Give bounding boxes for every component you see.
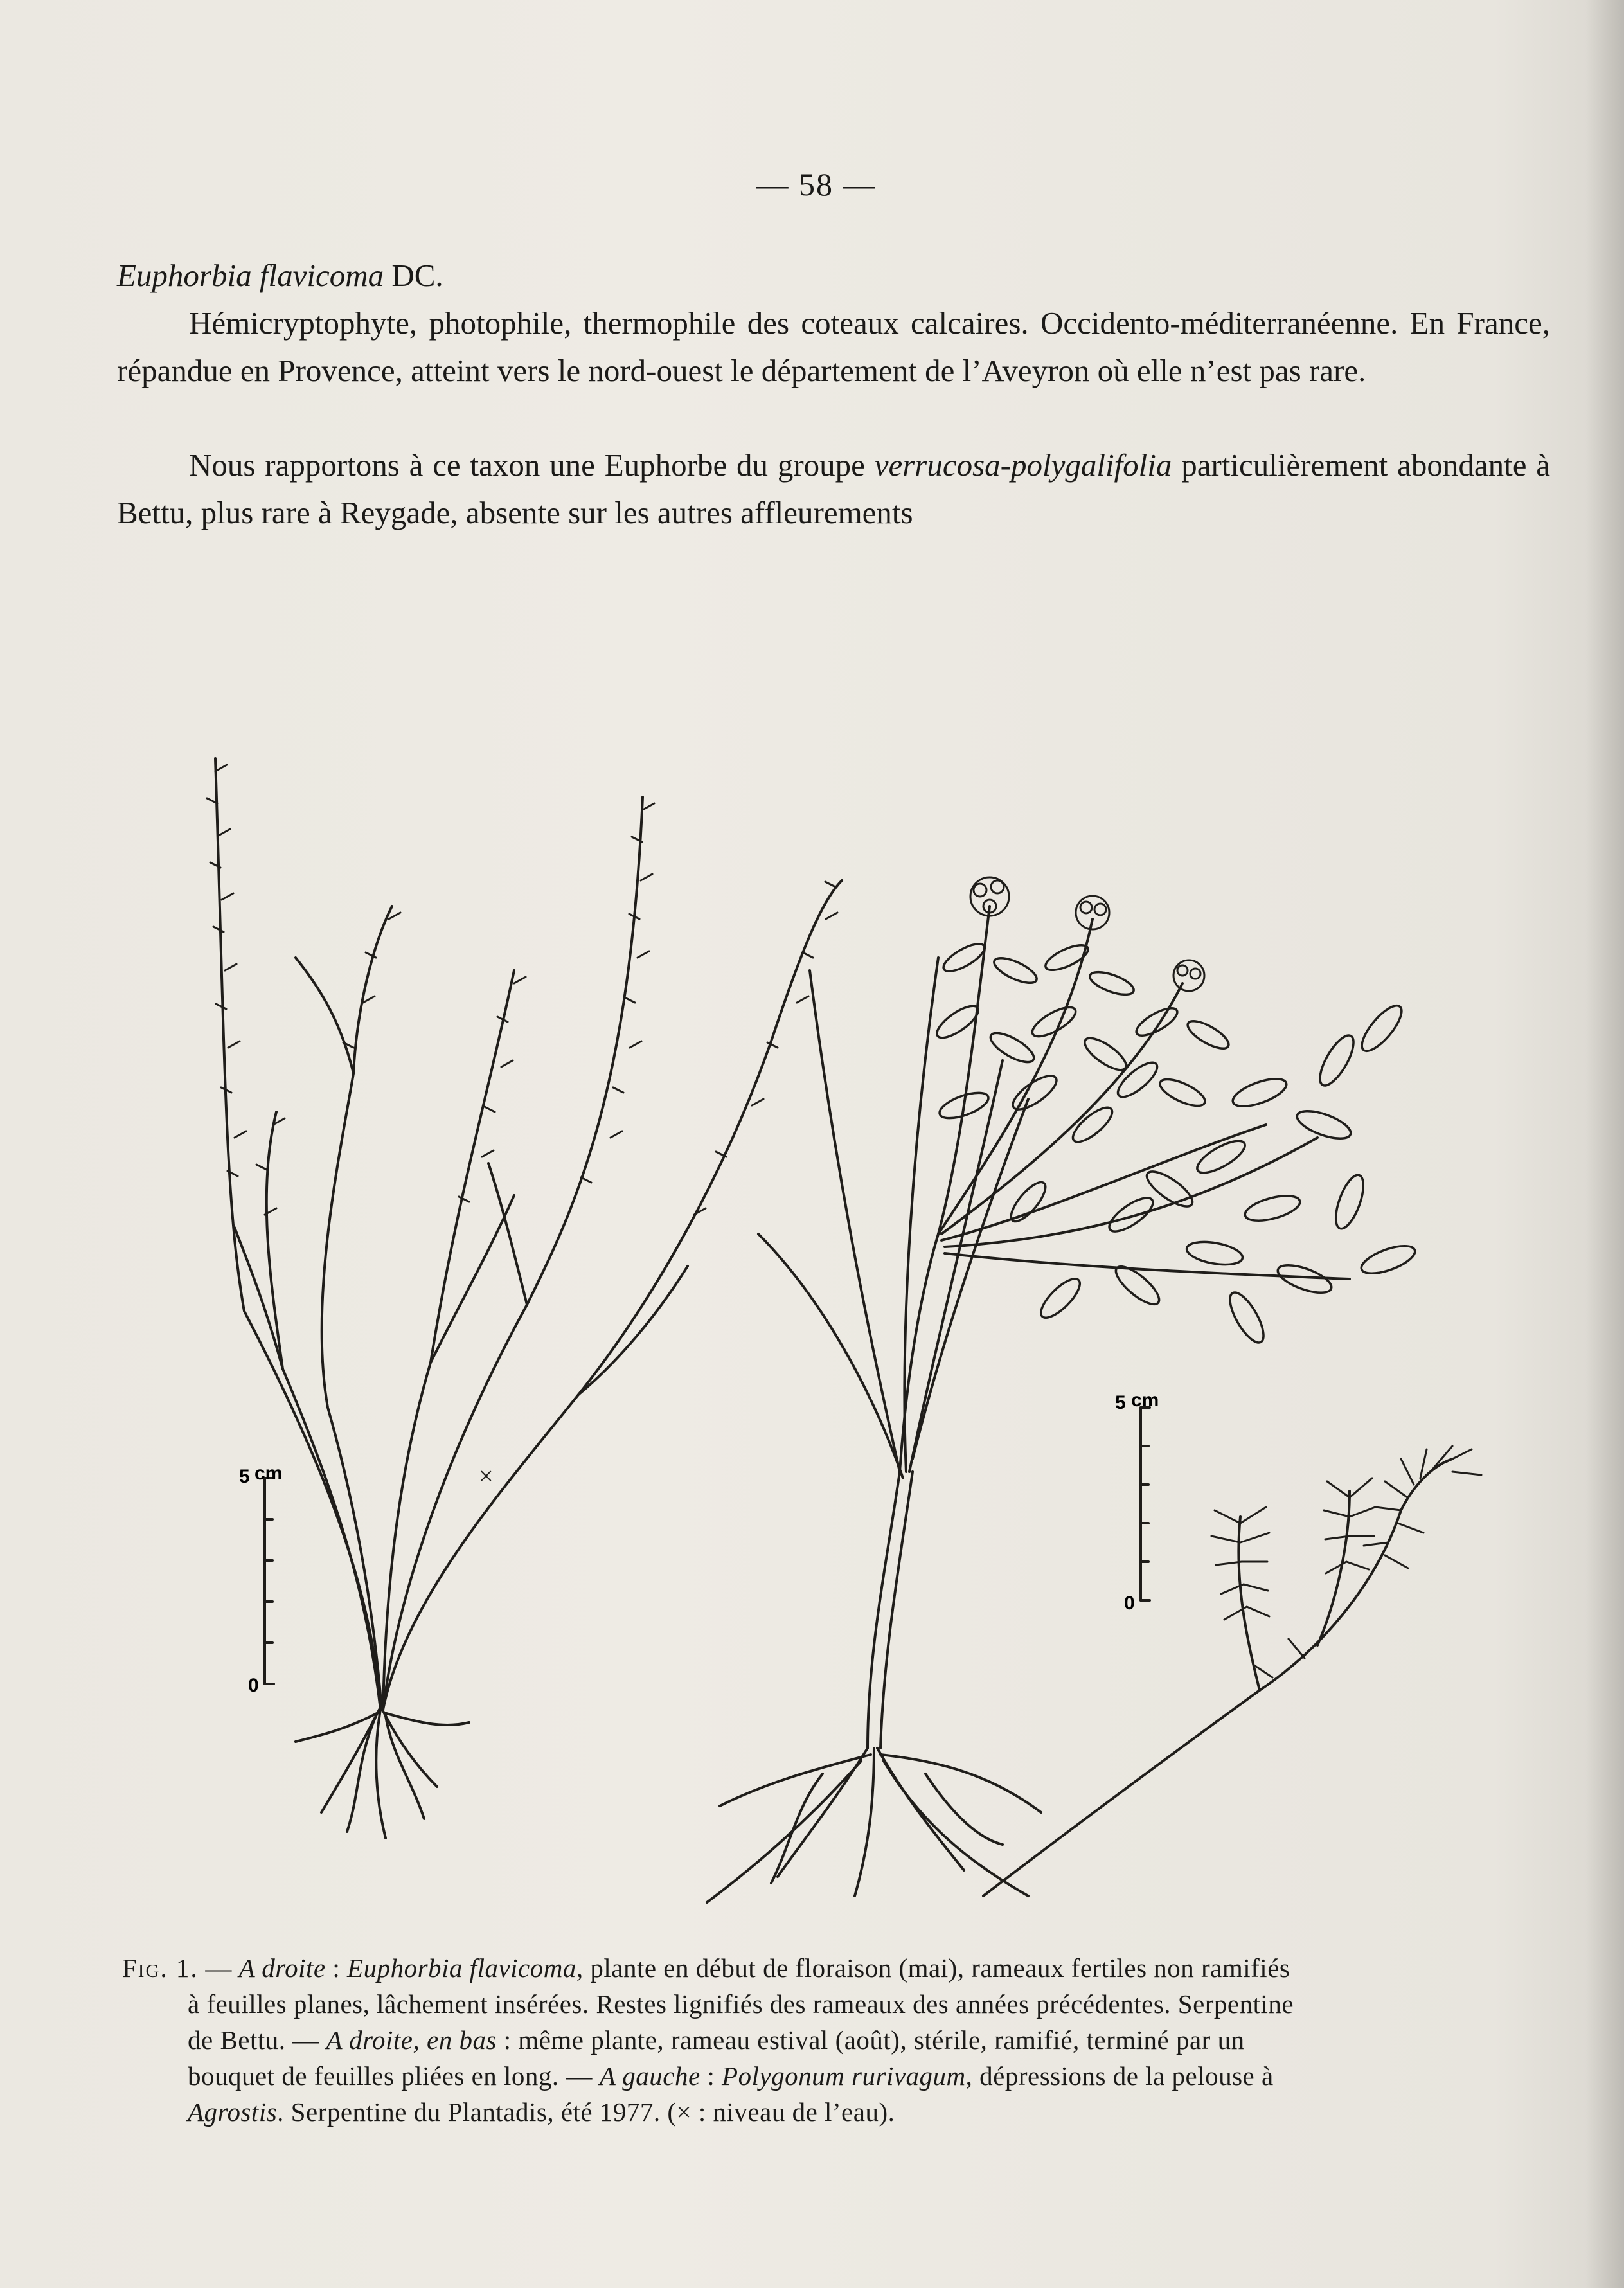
caption-left-label: A gauche [599,2061,700,2091]
caption-dash: — [198,1953,239,1983]
euphorbia-plant-drawing [707,877,1418,1902]
paragraph-ecology: Hémicryptophyte, photophile, thermophile des coteaux calcaires. Occidento-méditerranéenne. En France, répandue en Provence, atteint vers le nord-ouest le département de l’Aveyron où elle n’est pas rare. [117,305,1550,388]
caption-line-3-end: : même plante, rameau estival (août), stérile, ramifié, terminé par un [496,2025,1245,2055]
paragraph-taxon-start: Nous rapportons à ce taxon une Euphorbe du groupe [189,447,875,483]
paragraph-taxon [117,442,1550,537]
scale-left-top-label: 5 [239,1466,250,1487]
caption-colon-2: : [700,2061,722,2091]
binding-shadow [1585,0,1624,2288]
caption-fig-label: Fig. 1. [122,1953,199,1983]
scale-bar-left [265,1478,274,1684]
caption-line-4-start: bouquet de feuilles pliées en long. — [188,2061,600,2091]
paragraph-taxon-end: particulièrement abondante à Bettu, plus rare à Reygade, absente sur les autres affleurements [117,447,1550,530]
caption-line-2: à feuilles planes, lâchement insérées. Restes lignifiés des rameaux des années précédentes. Serpentine [188,1989,1294,2019]
species-name: Euphorbia flavicoma [117,258,384,293]
caption-line-5 [122,2094,1563,2130]
group-name: verrucosa-polygalifolia [874,447,1172,483]
caption-right-species: Euphorbia flavicoma [347,1953,576,1983]
polygonum-plant-drawing [207,758,842,1838]
scale-right-bottom-label: 0 [1124,1593,1135,1614]
euphorbia-summer-branch-drawing [983,1446,1481,1896]
botanical-illustration [129,559,1562,1941]
caption-line-4-end: , dépressions de la pelouse à [965,2061,1274,2091]
caption-line-3-start: de Bettu. — [188,2025,326,2055]
species-heading [117,252,443,299]
figure-caption [122,1950,1563,2130]
scale-bar-right [1141,1408,1150,1600]
scale-right-unit-label: cm [1131,1390,1159,1411]
caption-colon: : [325,1953,348,1983]
caption-right-bottom-label: A droite, en bas [326,2025,497,2055]
scale-right-top-label: 5 [1115,1392,1126,1413]
scale-left-unit-label: cm [254,1463,283,1484]
scale-left-bottom-label: 0 [248,1675,259,1696]
caption-line-1 [122,1950,1563,1986]
svg-text:×: × [479,1461,494,1490]
species-authority: DC. [391,258,443,293]
caption-line-5-end: . Serpentine du Plantadis, été 1977. (× : niveau de l’eau). [277,2097,895,2127]
caption-agrostis: Agrostis [188,2097,278,2127]
caption-line-3 [122,2022,1563,2058]
caption-line-4 [122,2058,1563,2094]
caption-left-species: Polygonum rurivagum [722,2061,966,2091]
page-number: — 58 — [756,166,877,202]
caption-right-text: , plante en début de floraison (mai), rameaux fertiles non ramifiés [576,1953,1290,1983]
caption-right-label: A droite [238,1953,326,1983]
